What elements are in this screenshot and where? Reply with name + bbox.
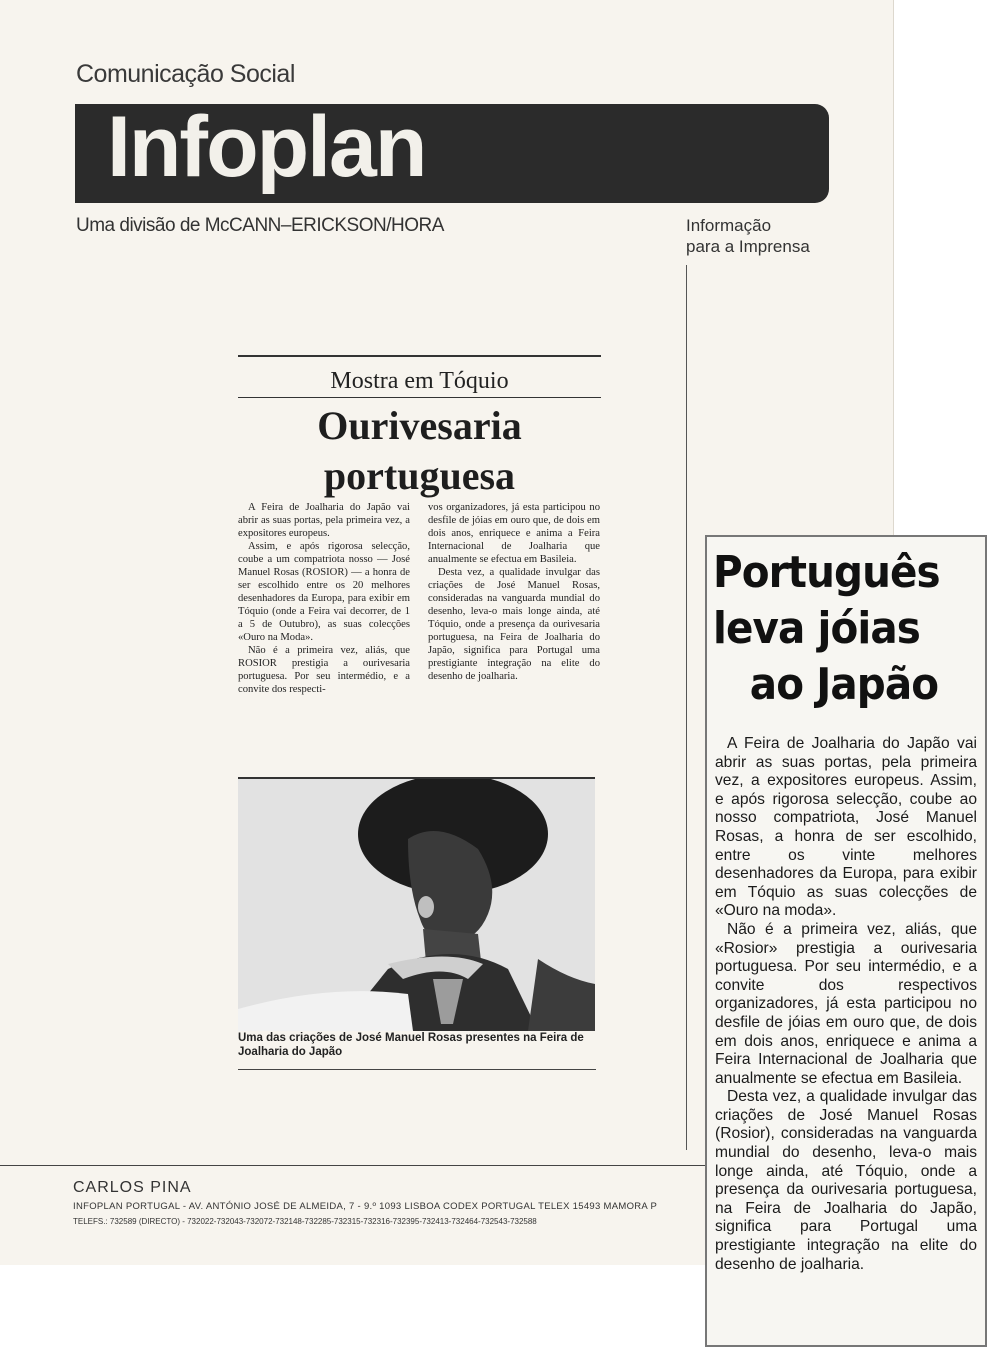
- paragraph: Não é a primeira vez, aliás, que ROSIOR prestigia a ourivesaria portuguesa. Por seu intermédio, e a convite dos respecti-: [238, 645, 410, 695]
- headline-line-2: leva jóias: [713, 603, 920, 654]
- paragraph: Assim, e após rigorosa selecção, coube a um compatriota nosso — José Manuel Rosas (ROSIOR) — a honra de ser escolhido entre os 20 melhores desenhadores da Europa, para exibir em Tóquio (onde a Feira vai decorrer, de 1 a 5 de Outubro), as suas colecções «Ouro na Moda».: [238, 541, 410, 643]
- paragraph: vos organizadores, já esta participou no desfile de jóias em ouro que, de dois em dois anos, enriquece e anima a Feira Internacional de Joalharia que anualmente se efectua em Basileia.: [428, 502, 600, 565]
- press-info-label: [686, 215, 810, 257]
- contact-name: CARLOS PINA: [73, 1179, 192, 1196]
- division-label: Uma divisão de McCANN–ERICKSON/HORA: [76, 215, 444, 236]
- newspaper-clipping-1: [238, 355, 601, 1075]
- clipping-2-body: [715, 735, 977, 1274]
- paragraph: Desta vez, a qualidade invulgar das criações de José Manuel Rosas, consideradas na vanguarda mundial do desenho, leva-o mais longe ainda, até Tóquio, onde a presença da ourivesaria portuguesa, na Feira de Joalharia do Japão, significa para Portugal uma prestigiante integração na elite do desenho de joalharia.: [428, 567, 600, 682]
- headline-line-1: Ourivesaria: [317, 403, 522, 448]
- top-rule: [238, 355, 601, 357]
- newspaper-clipping-2: [705, 535, 987, 1347]
- clipping-1-column-right: [428, 501, 600, 683]
- paragraph: Desta vez, a qualidade invulgar das criações de José Manuel Rosas (Rosior), consideradas na vanguarda mundial do desenho, leva-o mais longe ainda, até Tóquio, onde a presença da ourivesaria portuguesa, na Feira de Joalharia do Japão, significa para Portugal uma prestigiante integração na elite do desenho de joalharia.: [715, 1088, 977, 1273]
- caption-rule: [238, 1069, 596, 1070]
- brand-banner: [75, 99, 829, 203]
- vertical-divider: [686, 265, 687, 1150]
- photo-caption: Uma das criações de José Manuel Rosas presentes na Feira de Joalharia do Japão: [238, 1032, 584, 1058]
- headline-line-2: portuguesa: [323, 453, 516, 498]
- contact-address: INFOPLAN PORTUGAL - AV. ANTÓNIO JOSÉ DE ALMEIDA, 7 - 9.º 1093 LISBOA CODEX PORTUGAL TELEX 15493 MAMORA P: [73, 1201, 658, 1212]
- headline-line-1: Português: [713, 547, 940, 598]
- department-label: Comunicação Social: [76, 60, 295, 88]
- paragraph: Não é a primeira vez, aliás, que «Rosior» prestigia a ourivesaria portuguesa. Por seu intermédio, e a convite dos respectivos organizadores, já esta participou no desfile de jóias em ouro que, de dois em dois anos, enriquece e anima a Feira Internacional de Joalharia que anualmente se efectua em Basileia.: [715, 920, 977, 1087]
- model-photo: [238, 777, 595, 1031]
- model-photo-illustration: [238, 779, 595, 1031]
- press-info-line2: para a Imprensa: [686, 237, 810, 256]
- clipping-1-column-left: [238, 501, 410, 696]
- contact-phones: TELEFS.: 732589 (DIRECTO) - 732022-732043-732072-732148-732285-732315-732316-732395-732413-732464-732543-732588: [73, 1217, 537, 1226]
- brand-logo: Infoplan: [107, 99, 426, 195]
- clipping-1-kicker: Mostra em Tóquio: [330, 368, 509, 394]
- clipping-1-headline: [238, 401, 601, 501]
- press-info-line1: Informação: [686, 216, 772, 235]
- headline-line-3: ao Japão: [749, 659, 939, 710]
- paragraph: A Feira de Joalharia do Japão vai abrir as suas portas, pela primeira vez, a expositores europeus. Assim, e após rigorosa selecção, coube ao nosso compatriota, José Manuel Rosas, a honra de ser escolhido, entre os vinte melhores desenhadores da Europa, para exibir em Tóquio as suas colecções de «Ouro na moda».: [715, 735, 977, 920]
- paragraph: A Feira de Joalharia do Japão vai abrir as suas portas, pela primeira vez, a expositores europeus.: [238, 502, 410, 539]
- kicker-rule: [238, 397, 601, 398]
- clipping-2-headline: [713, 545, 963, 713]
